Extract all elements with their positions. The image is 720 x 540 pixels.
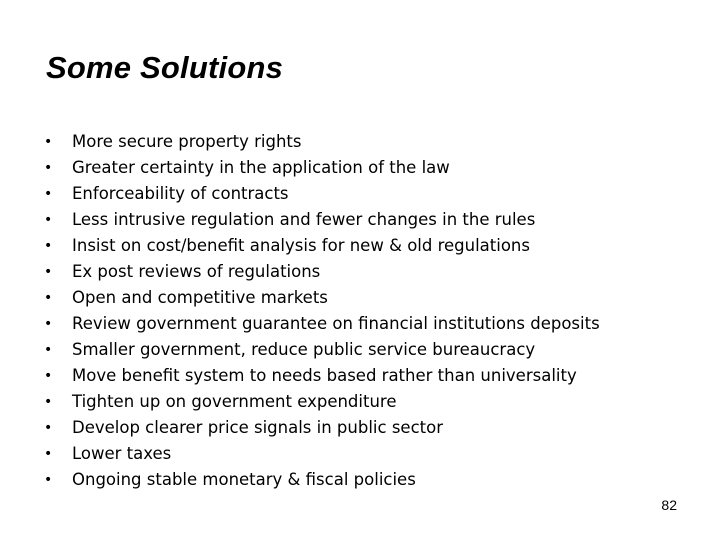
bullet-icon: • — [44, 472, 53, 488]
list-item-text: More secure property rights — [72, 132, 302, 151]
list-item — [44, 311, 600, 337]
bullet-list — [44, 129, 600, 493]
list-item-text: Ex post reviews of regulations — [72, 262, 321, 281]
bullet-icon: • — [44, 264, 53, 280]
page-number: 82 — [661, 497, 677, 513]
list-item-text: Lower taxes — [72, 444, 172, 463]
list-item-text: Less intrusive regulation and fewer changes in the rules — [72, 210, 536, 229]
list-item — [44, 285, 600, 311]
list-item-text: Greater certainty in the application of the law — [72, 158, 450, 177]
list-item — [44, 233, 600, 259]
slide-title: Some Solutions — [46, 50, 284, 85]
bullet-icon: • — [44, 186, 53, 202]
list-item-text: Enforceability of contracts — [72, 184, 289, 203]
bullet-icon: • — [44, 238, 53, 254]
list-item — [44, 467, 600, 493]
list-item — [44, 129, 600, 155]
bullet-icon: • — [44, 212, 53, 228]
list-item-text: Insist on cost/benefit analysis for new & old regulations — [72, 236, 530, 255]
bullet-icon: • — [44, 342, 53, 358]
bullet-icon: • — [44, 160, 53, 176]
list-item — [44, 337, 600, 363]
bullet-icon: • — [44, 134, 53, 150]
list-item — [44, 363, 600, 389]
list-item-text: Review government guarantee on financial institutions deposits — [72, 314, 600, 333]
list-item — [44, 181, 600, 207]
bullet-icon: • — [44, 290, 53, 306]
list-item-text: Tighten up on government expenditure — [72, 392, 397, 411]
list-item-text: Ongoing stable monetary & fiscal policies — [72, 470, 416, 489]
list-item — [44, 389, 600, 415]
list-item-text: Open and competitive markets — [72, 288, 328, 307]
list-item — [44, 155, 600, 181]
list-item — [44, 207, 600, 233]
list-item — [44, 441, 600, 467]
list-item-text: Move benefit system to needs based rather than universality — [72, 366, 577, 385]
bullet-icon: • — [44, 316, 53, 332]
bullet-icon: • — [44, 368, 53, 384]
list-item-text: Smaller government, reduce public service bureaucracy — [72, 340, 536, 359]
bullet-icon: • — [44, 446, 53, 462]
bullet-icon: • — [44, 420, 53, 436]
list-item — [44, 415, 600, 441]
list-item — [44, 259, 600, 285]
bullet-icon: • — [44, 394, 53, 410]
list-item-text: Develop clearer price signals in public sector — [72, 418, 443, 437]
